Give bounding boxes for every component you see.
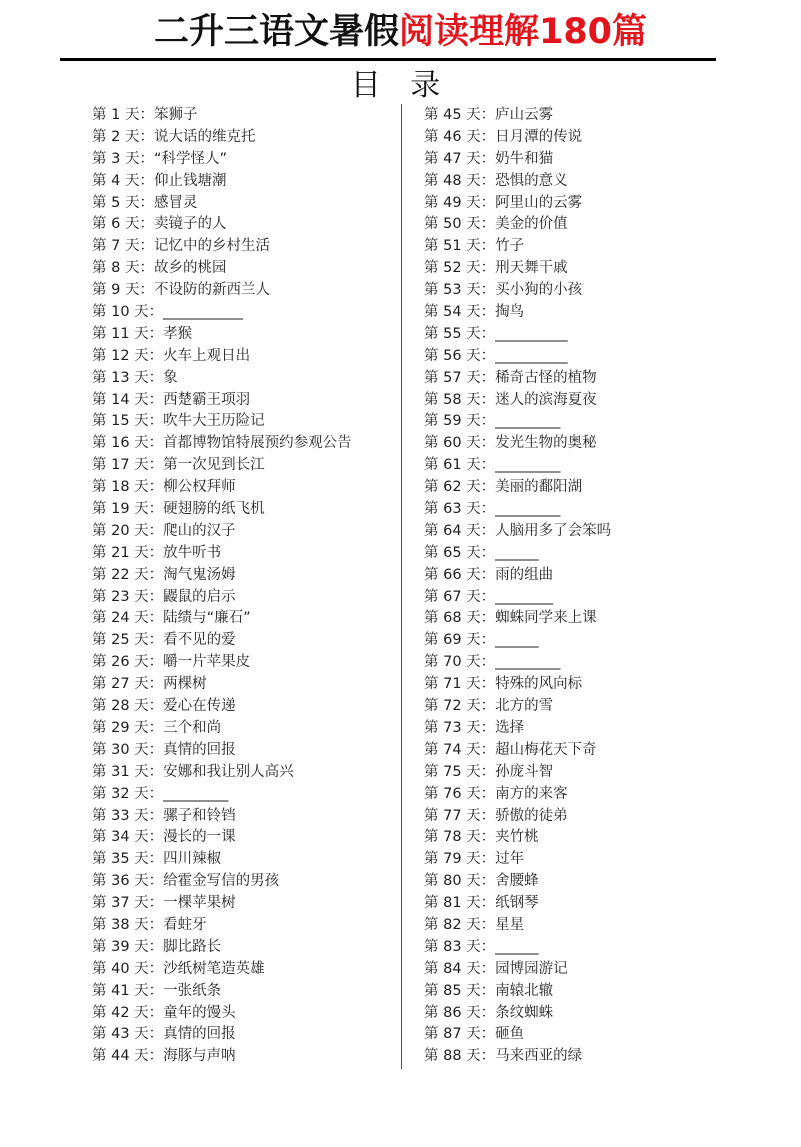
toc-entry: 第 81 天：纸钢琴 — [424, 895, 539, 912]
toc-entry: 第 10 天：___________ — [92, 304, 243, 321]
toc-entry: 第 59 天：_________ — [424, 413, 561, 430]
toc-entry: 第 23 天：鼹鼠的启示 — [92, 588, 236, 605]
toc-entry: 第 12 天：火车上观日出 — [92, 347, 251, 364]
toc-entry: 第 19 天：硬翅膀的纸飞机 — [92, 501, 265, 518]
toc-entry: 第 3 天：“科学怪人” — [92, 150, 227, 167]
toc-entry: 第 29 天：三个和尚 — [92, 719, 222, 736]
toc-entry: 第 2 天：说大话的维克托 — [92, 128, 256, 145]
toc-entry: 第 18 天：柳公权拜师 — [92, 479, 236, 496]
toc-entry: 第 35 天：四川辣椒 — [92, 851, 222, 868]
toc-entry: 第 75 天：孙庞斗智 — [424, 763, 554, 780]
toc-entry: 第 62 天：美丽的鄱阳湖 — [424, 479, 583, 496]
title-red-part: 阅读理解180篇 — [398, 12, 648, 52]
toc-entry: 第 80 天：舍腰蜂 — [424, 873, 539, 890]
toc-entry: 第 11 天：孝猴 — [92, 325, 193, 342]
toc-entry: 第 78 天：夹竹桃 — [424, 829, 539, 846]
toc-entry: 第 83 天：______ — [424, 938, 539, 955]
toc-entry: 第 73 天：选择 — [424, 719, 525, 736]
toc-entry: 第 9 天：不设防的新西兰人 — [92, 282, 270, 299]
toc-entry: 第 58 天：迷人的滨海夏夜 — [424, 391, 597, 408]
toc-entry: 第 55 天：__________ — [424, 325, 568, 342]
toc-entry: 第 72 天：北方的雪 — [424, 698, 554, 715]
toc-column-left — [92, 105, 392, 1068]
toc-entry: 第 54 天：掏鸟 — [424, 304, 525, 321]
toc-entry: 第 40 天：沙纸树笔造英雄 — [92, 960, 265, 977]
toc-entry: 第 21 天：放牛听书 — [92, 544, 222, 561]
title-black-part: 二升三语文暑假 — [153, 12, 399, 52]
toc-entry: 第 17 天：第一次见到长江 — [92, 457, 265, 474]
toc-entry: 第 37 天：一棵苹果树 — [92, 895, 236, 912]
toc-entry: 第 63 天：_________ — [424, 501, 561, 518]
toc-entry: 第 14 天：西楚霸王项羽 — [92, 391, 251, 408]
toc-entry: 第 31 天：安娜和我让别人高兴 — [92, 763, 294, 780]
toc-entry: 第 45 天：庐山云雾 — [424, 107, 554, 123]
toc-entry: 第 4 天：仰止钱塘潮 — [92, 172, 227, 189]
toc-entry: 第 32 天：_________ — [92, 785, 229, 802]
toc-entry: 第 53 天：买小狗的小孩 — [424, 282, 583, 299]
toc-entry: 第 86 天：条纹蜘蛛 — [424, 1004, 554, 1021]
toc-entry: 第 36 天：给霍金写信的男孩 — [92, 873, 280, 890]
toc-entry: 第 15 天：吹牛大王历险记 — [92, 413, 265, 430]
toc-entry: 第 1 天：笨狮子 — [92, 107, 198, 123]
toc-entry: 第 25 天：看不见的爱 — [92, 632, 236, 649]
toc-entry: 第 88 天：马来西亚的绿 — [424, 1048, 583, 1065]
toc-entry: 第 34 天：漫长的一课 — [92, 829, 236, 846]
toc-entry: 第 30 天：真情的回报 — [92, 741, 236, 758]
toc-entry: 第 79 天：过年 — [424, 851, 525, 868]
toc-entry: 第 49 天：阿里山的云雾 — [424, 194, 583, 211]
toc-entry: 第 27 天：两棵树 — [92, 676, 207, 693]
toc-entry: 第 47 天：奶牛和猫 — [424, 150, 554, 167]
toc-entry: 第 8 天：故乡的桃园 — [92, 260, 227, 277]
toc-entry: 第 70 天：_________ — [424, 654, 561, 671]
toc-entry: 第 41 天：一张纸条 — [92, 982, 222, 999]
toc-entry: 第 5 天：感冒灵 — [92, 194, 198, 211]
toc-heading: 目 录 — [350, 68, 451, 103]
toc-entry: 第 66 天：雨的组曲 — [424, 566, 554, 583]
toc-entry: 第 61 天：_________ — [424, 457, 561, 474]
column-divider — [401, 104, 402, 1069]
toc-entry: 第 6 天：卖镜子的人 — [92, 216, 227, 233]
toc-entry: 第 51 天：竹子 — [424, 238, 525, 255]
toc-entry: 第 69 天：______ — [424, 632, 539, 649]
toc-entry: 第 68 天：蜘蛛同学来上课 — [424, 610, 597, 627]
toc-entry: 第 82 天：星星 — [424, 916, 525, 933]
toc-entry: 第 50 天：美金的价值 — [424, 216, 568, 233]
toc-entry: 第 84 天：园博园游记 — [424, 960, 568, 977]
toc-entry: 第 48 天：恐惧的意义 — [424, 172, 568, 189]
toc-entry: 第 57 天：稀奇古怪的植物 — [424, 369, 597, 386]
toc-entry: 第 13 天：象 — [92, 369, 178, 386]
toc-entry: 第 76 天：南方的来客 — [424, 785, 568, 802]
toc-entry: 第 16 天：首都博物馆特展预约参观公告 — [92, 435, 352, 452]
page-title — [0, 6, 801, 58]
toc-entry: 第 43 天：真情的回报 — [92, 1026, 236, 1043]
toc-entry: 第 74 天：超山梅花天下奇 — [424, 741, 597, 758]
toc-entry: 第 71 天：特殊的风向标 — [424, 676, 583, 693]
toc-entry: 第 87 天：砸鱼 — [424, 1026, 525, 1043]
toc-entry: 第 67 天：________ — [424, 588, 554, 605]
toc-column-right — [424, 105, 724, 1068]
toc-entry: 第 33 天：骡子和铃铛 — [92, 807, 236, 824]
toc-entry: 第 20 天：爬山的汉子 — [92, 522, 236, 539]
toc-entry: 第 56 天：__________ — [424, 347, 568, 364]
toc-entry: 第 7 天：记忆中的乡村生活 — [92, 238, 270, 255]
toc-entry: 第 85 天：南辕北辙 — [424, 982, 554, 999]
toc-entry: 第 46 天：日月潭的传说 — [424, 128, 583, 145]
toc-entry: 第 52 天：刑天舞干戚 — [424, 260, 568, 277]
toc-entry: 第 22 天：淘气鬼汤姆 — [92, 566, 236, 583]
toc-entry: 第 39 天：脚比路长 — [92, 938, 222, 955]
toc-entry: 第 24 天：陆绩与“廉石” — [92, 610, 251, 627]
toc-entry: 第 38 天：看蛀牙 — [92, 916, 207, 933]
toc-entry: 第 65 天：______ — [424, 544, 539, 561]
toc-entry: 第 44 天：海豚与声呐 — [92, 1048, 236, 1065]
toc-entry: 第 77 天：骄傲的徒弟 — [424, 807, 568, 824]
toc-entry: 第 26 天：嚼一片苹果皮 — [92, 654, 251, 671]
toc-entry: 第 64 天：人脑用多了会笨吗 — [424, 522, 612, 539]
toc-entry: 第 60 天：发光生物的奥秘 — [424, 435, 597, 452]
title-underline — [60, 58, 716, 61]
toc-entry: 第 42 天：童年的馒头 — [92, 1004, 236, 1021]
toc-entry: 第 28 天：爱心在传递 — [92, 698, 236, 715]
